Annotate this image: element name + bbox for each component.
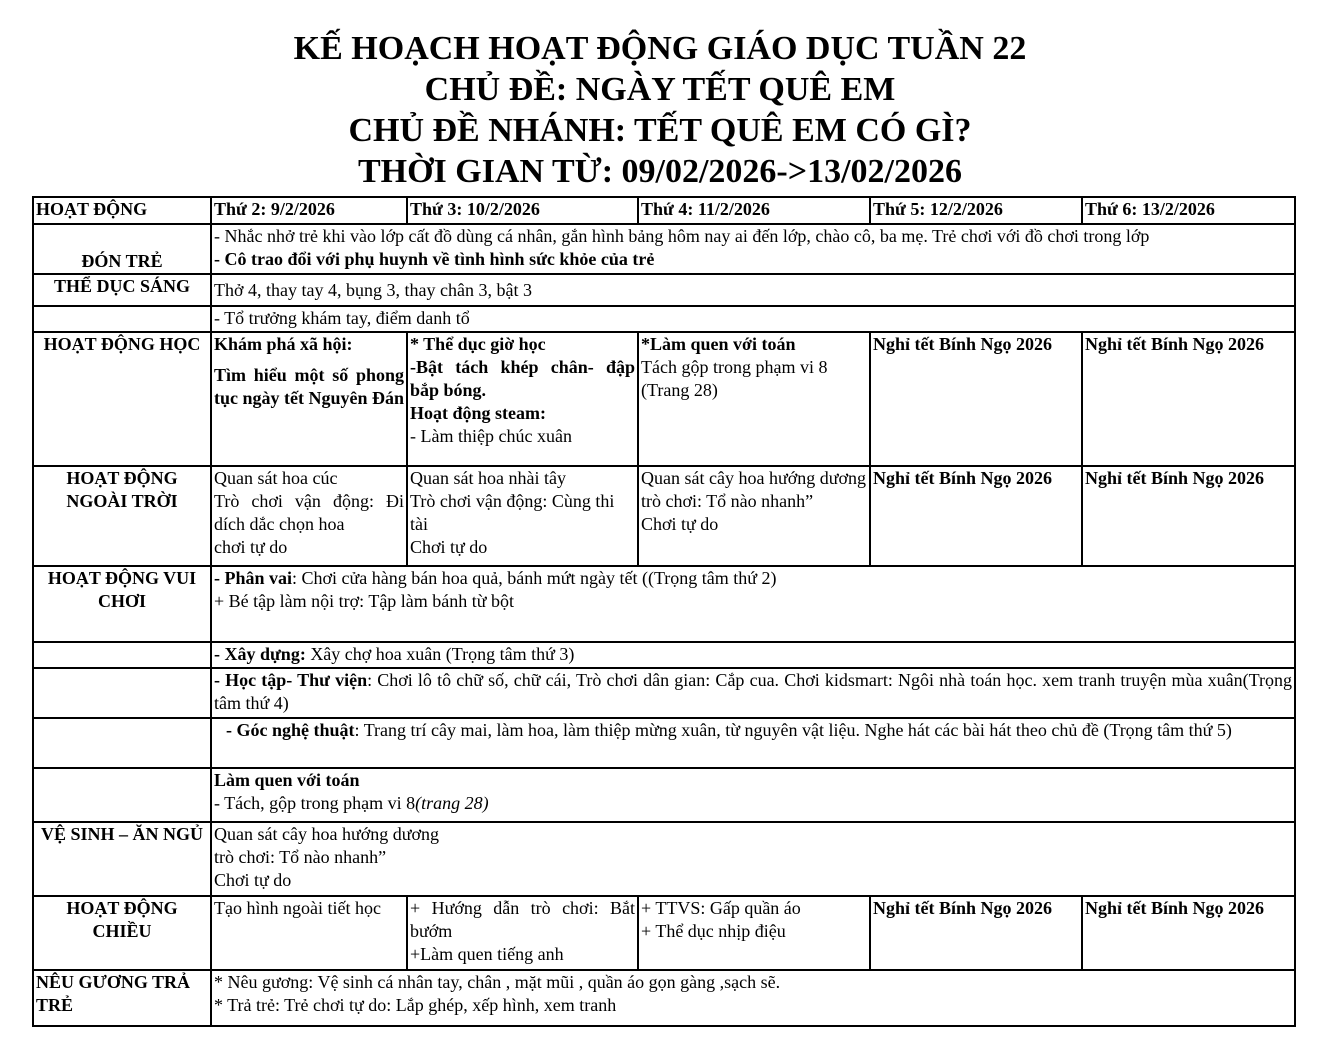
- nghe-thuat-label: - Góc nghệ thuật: [226, 720, 355, 740]
- content-xay-dung: [211, 642, 1295, 668]
- content-neu-guong: [211, 970, 1295, 1026]
- ngoai-troi-tue-1: Quan sát hoa nhài tây: [410, 468, 566, 488]
- content-phan-vai: [211, 566, 1295, 642]
- phan-vai-label: - Phân vai: [214, 568, 293, 588]
- chieu-tue-1: + Hướng dẫn trò chơi: Bắt bướm: [410, 898, 635, 941]
- hoc-tap-text: : Chơi lô tô chữ số, chữ cái, Trò chơi dân gian: Cắp cua. Chơi kidsmart: Ngôi nhà toán học. xem tranh truyện mùa xuân(Trọng tâm thứ 4): [214, 670, 1292, 713]
- label-don-tre: ĐÓN TRẺ: [33, 224, 211, 274]
- label-chieu: HOẠT ĐỘNG CHIỀU: [33, 896, 211, 970]
- header-tuesday: Thứ 3: 10/2/2026: [407, 197, 638, 224]
- label-empty: [33, 668, 211, 718]
- label-neu-guong: NÊU GƯƠNG TRẢ TRẺ: [33, 970, 211, 1026]
- ngoai-troi-mon-1: Quan sát hoa cúc: [214, 468, 338, 488]
- toan-line: [214, 792, 1292, 815]
- content-ve-sinh: Quan sát cây hoa hướng dương trò chơi: Tổ nào nhanh” Chơi tự do: [211, 822, 1295, 896]
- weekly-plan-table: [32, 196, 1296, 1027]
- label-empty: [33, 306, 211, 332]
- header-monday: Thứ 2: 9/2/2026: [211, 197, 407, 224]
- header-friday: Thứ 6: 13/2/2026: [1082, 197, 1295, 224]
- row-neu-guong: [33, 970, 1295, 1026]
- cell-chieu-friday: Nghỉ tết Bính Ngọ 2026: [1082, 896, 1295, 970]
- cell-chieu-monday: Tạo hình ngoài tiết học: [211, 896, 407, 970]
- content-diem-danh: - Tổ trưởng khám tay, điểm danh tổ: [211, 306, 1295, 332]
- row-ve-sinh: [33, 822, 1295, 896]
- label-the-duc-sang: THỂ DỤC SÁNG: [33, 274, 211, 306]
- row-don-tre: [33, 224, 1295, 274]
- content-hoc-tap: [211, 668, 1295, 718]
- xay-dung-text: Xây chợ hoa xuân (Trọng tâm thứ 3): [305, 644, 575, 664]
- row-vui-choi: [33, 566, 1295, 642]
- neu-guong-line-1: * Nêu gương: Vệ sinh cá nhân tay, chân , mặt mũi , quần áo gọn gàng ,sạch sẽ.: [214, 972, 781, 992]
- row-chieu: [33, 896, 1295, 970]
- content-nghe-thuat: [211, 718, 1295, 768]
- row-nghe-thuat: [33, 718, 1295, 768]
- hoc-tue-heading-2: Hoạt động steam:: [410, 403, 546, 423]
- label-ve-sinh: VỆ SINH – ĂN NGỦ: [33, 822, 211, 896]
- cell-hoc-monday: [211, 332, 407, 466]
- header-activity: HOẠT ĐỘNG: [33, 197, 211, 224]
- row-hoc-tap: [33, 668, 1295, 718]
- be-tap-line: + Bé tập làm nội trợ: Tập làm bánh từ bột: [214, 591, 515, 611]
- header-thursday: Thứ 5: 12/2/2026: [870, 197, 1082, 224]
- ngoai-troi-tue-2: Trò chơi vận động: Cùng thi tài: [410, 491, 615, 534]
- document-title: [0, 28, 1320, 192]
- title-line-4: THỜI GIAN TỪ: 09/02/2026->13/02/2026: [357, 153, 962, 190]
- hoc-tap-label: - Học tập- Thư viện: [214, 670, 368, 690]
- title-line-2: CHỦ ĐỀ: NGÀY TẾT QUÊ EM: [424, 71, 896, 108]
- hoc-wed-heading: *Làm quen với toán: [641, 334, 796, 354]
- ngoai-troi-mon-3: chơi tự do: [214, 537, 288, 557]
- table-header-row: [33, 197, 1295, 224]
- toan-heading: Làm quen với toán: [214, 770, 360, 790]
- cell-ngoai-troi-tuesday: [407, 466, 638, 566]
- chieu-tue-2: +Làm quen tiếng anh: [410, 944, 564, 964]
- cell-ngoai-troi-friday: Nghỉ tết Bính Ngọ 2026: [1082, 466, 1295, 566]
- cell-chieu-thursday: Nghỉ tết Bính Ngọ 2026: [870, 896, 1082, 970]
- ngoai-troi-tue-3: Chơi tự do: [410, 537, 488, 557]
- title-line-3: CHỦ ĐỀ NHÁNH: TẾT QUÊ EM CÓ GÌ?: [348, 112, 972, 149]
- neu-guong-line-2: * Trả trẻ: Trẻ chơi tự do: Lắp ghép, xếp hình, xem tranh: [214, 995, 617, 1015]
- cell-chieu-tuesday: [407, 896, 638, 970]
- hoc-mon-heading: Khám phá xã hội:: [214, 334, 353, 354]
- toan-italic: (trang 28): [415, 793, 489, 813]
- ngoai-troi-mon-2: Trò chơi vận động: Đi dích dắc chọn hoa: [214, 491, 404, 534]
- row-hoat-dong-hoc: [33, 332, 1295, 466]
- cell-chieu-wednesday: + TTVS: Gấp quần áo + Thể dục nhịp điệu: [638, 896, 870, 970]
- label-vui-choi: HOẠT ĐỘNG VUI CHƠI: [33, 566, 211, 642]
- hoc-mon-body: Tìm hiểu một số phong tục ngày tết Nguyên Đán: [214, 365, 405, 408]
- don-tre-line-2: - Cô trao đổi với phụ huynh về tình hình sức khỏe của trẻ: [214, 249, 655, 269]
- row-the-duc-sang: [33, 274, 1295, 306]
- row-diem-danh: [33, 306, 1295, 332]
- don-tre-line-1: - Nhắc nhở trẻ khi vào lớp cất đồ dùng cá nhân, gắn hình bảng hôm nay ai đến lớp, chào cô, ba mẹ. Trẻ chơi với đồ chơi trong lớp: [214, 226, 1150, 246]
- label-hoat-dong-hoc: HOẠT ĐỘNG HỌC: [33, 332, 211, 466]
- cell-hoc-tuesday: [407, 332, 638, 466]
- title-line-1: KẾ HOẠCH HOẠT ĐỘNG GIÁO DỤC TUẦN 22: [293, 30, 1027, 67]
- label-empty: [33, 718, 211, 768]
- nghe-thuat-text: : Trang trí cây mai, làm hoa, làm thiệp mừng xuân, từ nguyên vật liệu. Nghe hát các bài hát theo chủ đề (Trọng tâm thứ 5): [354, 720, 1232, 740]
- cell-hoc-thursday: Nghỉ tết Bính Ngọ 2026: [870, 332, 1082, 466]
- content-the-duc-sang: Thở 4, thay tay 4, bụng 3, thay chân 3, bật 3: [211, 274, 1295, 306]
- cell-ngoai-troi-thursday: Nghỉ tết Bính Ngọ 2026: [870, 466, 1082, 566]
- label-ngoai-troi: HOẠT ĐỘNG NGOÀI TRỜI: [33, 466, 211, 566]
- hoc-tue-heading: * Thể dục giờ học: [410, 334, 546, 354]
- label-empty: [33, 642, 211, 668]
- hoc-wed-body: Tách gộp trong phạm vi 8 (Trang 28): [641, 357, 828, 400]
- label-empty: [33, 768, 211, 822]
- hoc-tue-sub: -Bật tách khép chân- đập bắp bóng.: [410, 357, 635, 400]
- cell-hoc-friday: Nghỉ tết Bính Ngọ 2026: [1082, 332, 1295, 466]
- hoc-tue-body: - Làm thiệp chúc xuân: [410, 426, 572, 446]
- cell-hoc-wednesday: [638, 332, 870, 466]
- cell-ngoai-troi-wednesday: Quan sát cây hoa hướng dương trò chơi: Tổ nào nhanh” Chơi tự do: [638, 466, 870, 566]
- row-ngoai-troi: [33, 466, 1295, 566]
- content-lam-quen-toan: [211, 768, 1295, 822]
- header-wednesday: Thứ 4: 11/2/2026: [638, 197, 870, 224]
- toan-text: - Tách, gộp trong phạm vi 8: [214, 793, 416, 813]
- phan-vai-text: : Chơi cửa hàng bán hoa quả, bánh mứt ngày tết ((Trọng tâm thứ 2): [292, 568, 777, 588]
- xay-dung-label: - Xây dựng:: [214, 644, 306, 664]
- row-lam-quen-toan: [33, 768, 1295, 822]
- cell-ngoai-troi-monday: [211, 466, 407, 566]
- row-xay-dung: [33, 642, 1295, 668]
- phan-vai-line: [214, 567, 1292, 590]
- content-don-tre: [211, 224, 1295, 274]
